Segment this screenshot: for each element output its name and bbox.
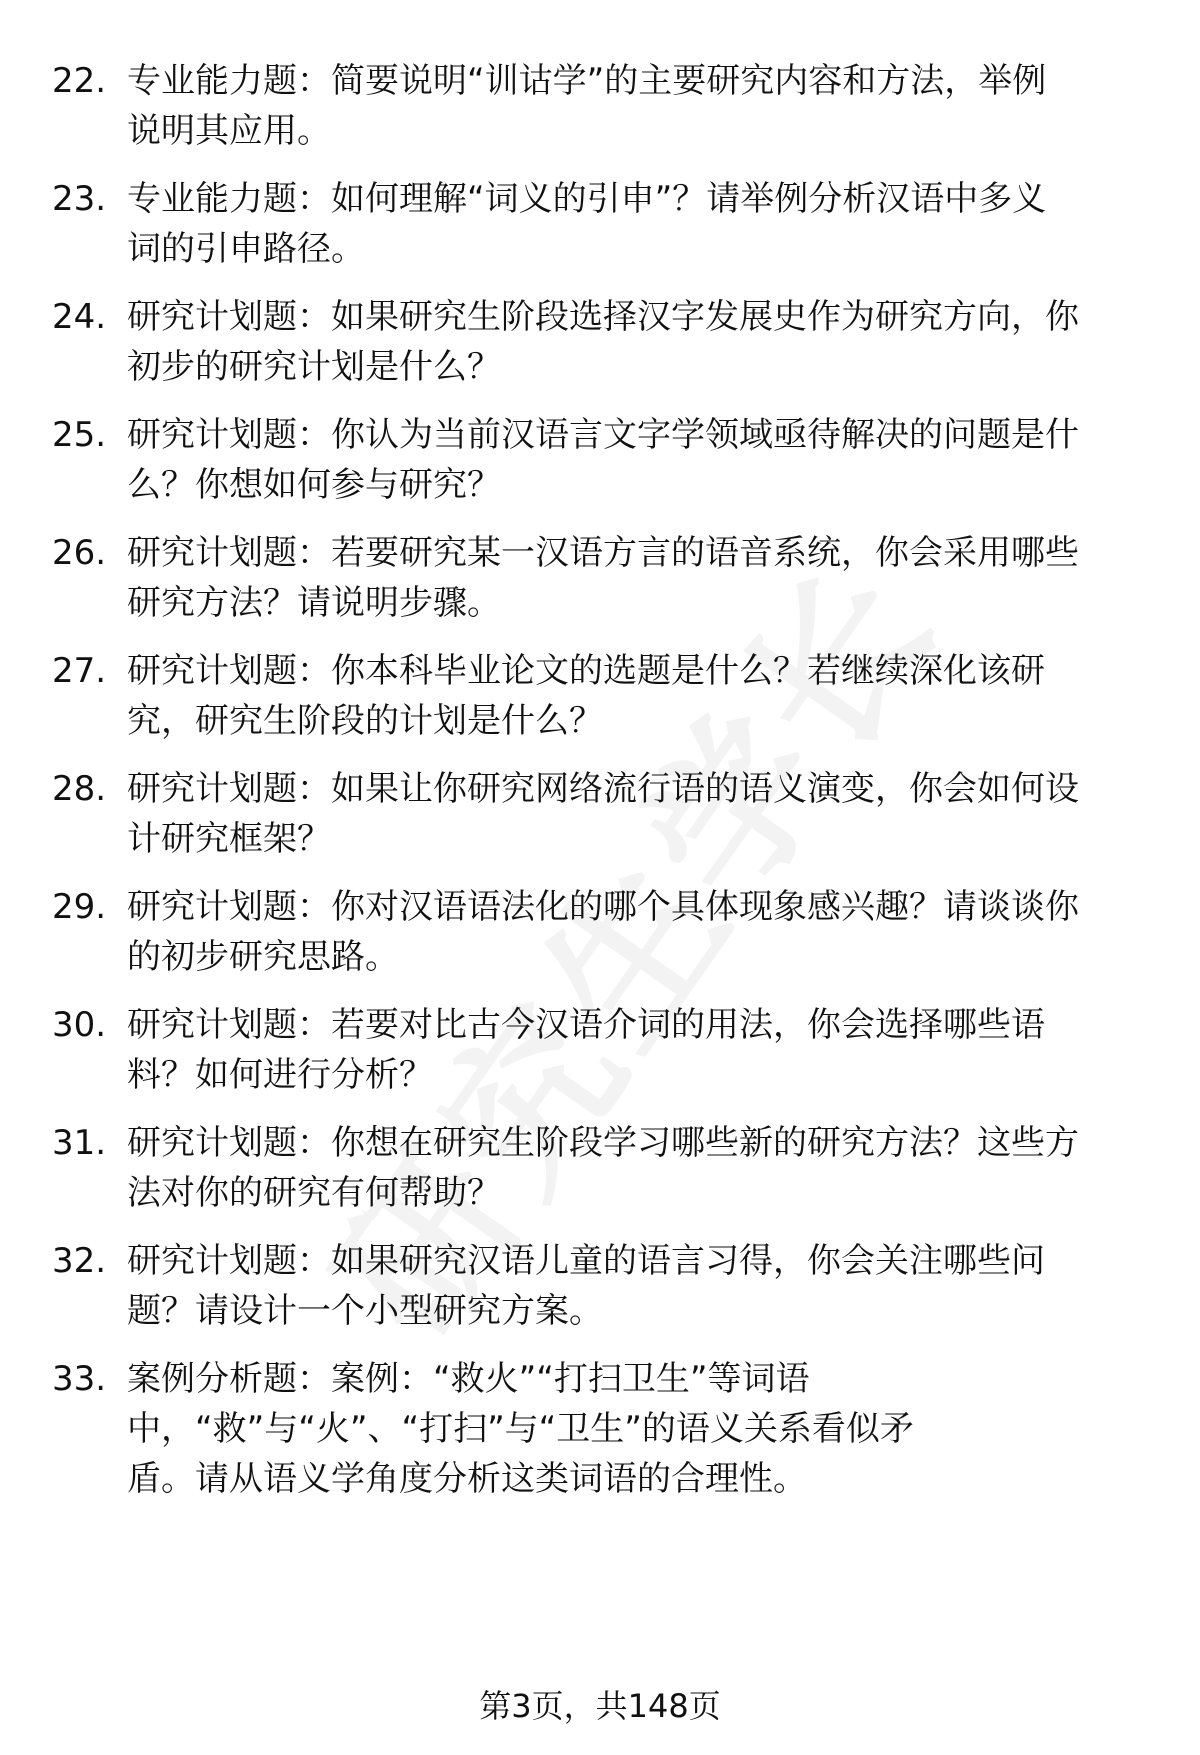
question-number: 22. — [52, 61, 107, 101]
question-number: 28. — [52, 769, 107, 809]
question-number: 29. — [52, 887, 107, 927]
question-line: 研究计划题：你认为当前汉语言文字学领域亟待解决的问题是什 — [127, 415, 1079, 455]
page-footer: 第3页，共148页 — [479, 1687, 721, 1725]
question-line: 题？请设计一个小型研究方案。 — [127, 1291, 603, 1331]
question-text — [127, 1236, 1147, 1336]
question-line: 研究计划题：如果让你研究网络流行语的语义演变，你会如何设 — [127, 769, 1079, 809]
question-line: 词的引申路径。 — [127, 229, 365, 269]
question-line: 研究计划题：如果研究汉语儿童的语言习得，你会关注哪些问 — [127, 1241, 1045, 1281]
question-line: 研究计划题：你想在研究生阶段学习哪些新的研究方法？这些方 — [127, 1123, 1079, 1163]
question-number: 33. — [52, 1359, 107, 1399]
question-number: 23. — [52, 179, 107, 219]
question-number: 31. — [52, 1123, 107, 1163]
question-text — [127, 764, 1147, 864]
question-text — [127, 292, 1147, 392]
question-line: 专业能力题：简要说明“训诂学”的主要研究内容和方法，举例 — [127, 61, 1047, 101]
question-number: 32. — [52, 1241, 107, 1281]
question-line: 的初步研究思路。 — [127, 937, 399, 977]
question-text — [127, 56, 1147, 156]
question-number: 30. — [52, 1005, 107, 1045]
question-text — [127, 646, 1147, 746]
question-line: 研究计划题：你对汉语语法化的哪个具体现象感兴趣？请谈谈你 — [127, 887, 1079, 927]
question-line: 初步的研究计划是什么？ — [127, 347, 501, 387]
question-line: 么？你想如何参与研究？ — [127, 465, 501, 505]
question-line: 研究计划题：你本科毕业论文的选题是什么？若继续深化该研 — [127, 651, 1045, 691]
question-line: 研究计划题：如果研究生阶段选择汉字发展史作为研究方向，你 — [127, 297, 1079, 337]
question-text — [127, 1000, 1147, 1100]
question-line: 究，研究生阶段的计划是什么？ — [127, 701, 603, 741]
question-number: 25. — [52, 415, 107, 455]
question-line: 研究计划题：若要研究某一汉语方言的语音系统，你会采用哪些 — [127, 533, 1079, 573]
question-line: 研究计划题：若要对比古今汉语介词的用法，你会选择哪些语 — [127, 1005, 1045, 1045]
question-line: 中，“救”与“火”、“打扫”与“卫生”的语义关系看似矛 — [127, 1409, 914, 1449]
question-text — [127, 1354, 1147, 1504]
question-line: 计研究框架？ — [127, 819, 331, 859]
question-line: 说明其应用。 — [127, 111, 331, 151]
question-line: 专业能力题：如何理解“词义的引申”？请举例分析汉语中多义 — [127, 179, 1047, 219]
question-line: 料？如何进行分析？ — [127, 1055, 433, 1095]
question-text — [127, 882, 1147, 982]
question-line: 研究方法？请说明步骤。 — [127, 583, 501, 623]
question-text — [127, 528, 1147, 628]
question-line: 案例分析题：案例：“救火”“打扫卫生”等词语 — [127, 1359, 810, 1399]
question-number: 24. — [52, 297, 107, 337]
question-number: 26. — [52, 533, 107, 573]
question-text — [127, 410, 1147, 510]
question-line: 法对你的研究有何帮助？ — [127, 1173, 501, 1213]
question-text — [127, 1118, 1147, 1218]
question-line: 盾。请从语义学角度分析这类词语的合理性。 — [127, 1459, 807, 1499]
question-text — [127, 174, 1147, 274]
question-number: 27. — [52, 651, 107, 691]
